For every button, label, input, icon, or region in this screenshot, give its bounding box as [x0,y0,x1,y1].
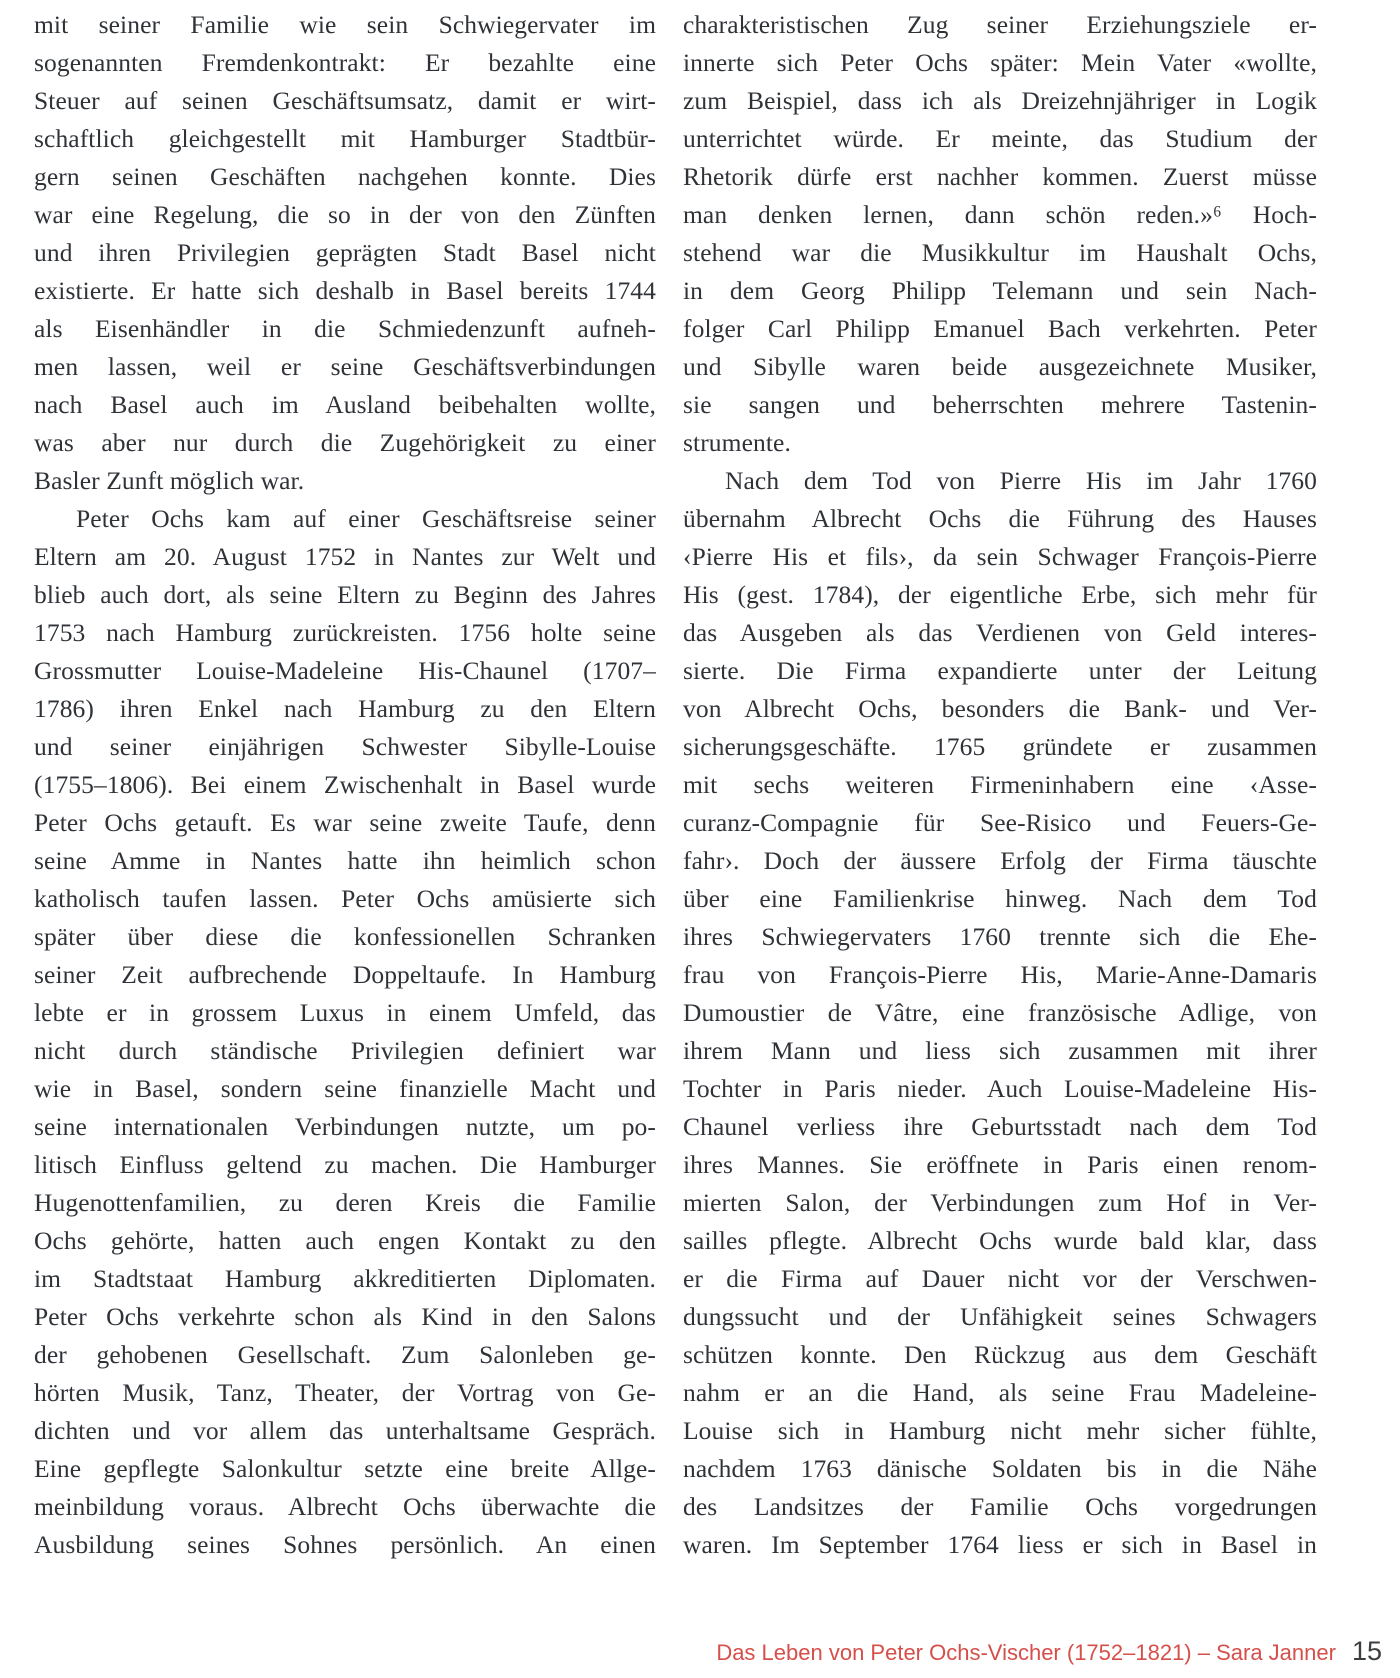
text-line: fahr›. Doch der äussere Erfolg der Firma täuschte [683,846,1317,875]
text-line: und Sibylle waren beide ausgezeichnete Musiker, [683,352,1317,381]
text-line: unterrichtet würde. Er meinte, das Studium der [683,124,1317,153]
text-line: Peter Ochs kam auf einer Geschäftsreise seiner [76,504,656,533]
text-column-left [34,6,656,1564]
text-line: Chaunel verliess ihre Geburtsstadt nach dem Tod [683,1112,1317,1141]
text-line: His (gest. 1784), der eigentliche Erbe, sich mehr für [683,580,1317,609]
text-line: dichten und vor allem das unterhaltsame Gespräch. [34,1416,656,1445]
text-line: Eltern am 20. August 1752 in Nantes zur Welt und [34,542,656,571]
text-line: Ochs gehörte, hatten auch engen Kontakt zu den [34,1226,656,1255]
text-line: als Eisenhändler in die Schmiedenzunft aufneh- [34,314,656,343]
text-line: nach Basel auch im Ausland beibehalten wollte, [34,390,656,419]
text-line: des Landsitzes der Familie Ochs vorgedrungen [683,1492,1317,1521]
text-line: über eine Familienkrise hinweg. Nach dem Tod [683,884,1317,913]
text-line: ihres Schwiegervaters 1760 trennte sich die Ehe- [683,922,1317,951]
text-line: das Ausgeben als das Verdienen von Geld interes- [683,618,1317,647]
text-line: zum Beispiel, dass ich als Dreizehnjähriger in Logik [683,86,1317,115]
text-line: Ausbildung seines Sohnes persönlich. An einen [34,1530,656,1559]
text-line: litisch Einfluss geltend zu machen. Die Hamburger [34,1150,656,1179]
text-line: sogenannten Fremdenkontrakt: Er bezahlte eine [34,48,656,77]
text-line: nachdem 1763 dänische Soldaten bis in die Nähe [683,1454,1317,1483]
text-line: 1786) ihren Enkel nach Hamburg zu den Eltern [34,694,656,723]
text-line: existierte. Er hatte sich deshalb in Basel bereits 1744 [34,276,656,305]
text-line: curanz-Compagnie für See-Risico und Feuers-Ge- [683,808,1317,837]
text-line: charakteristischen Zug seiner Erziehungsziele er- [683,10,1317,39]
text-line: innerte sich Peter Ochs später: Mein Vater «wollte, [683,48,1317,77]
text-line: Peter Ochs getauft. Es war seine zweite Taufe, denn [34,808,656,837]
text-line: gern seinen Geschäften nachgehen konnte. Dies [34,162,656,191]
text-line: der gehobenen Gesellschaft. Zum Salonleben ge- [34,1340,656,1369]
text-line: Dumoustier de Vâtre, eine französische Adlige, von [683,998,1317,1027]
text-line: schützen konnte. Den Rückzug aus dem Geschäft [683,1340,1317,1369]
text-line: seiner Zeit aufbrechende Doppeltaufe. In Hamburg [34,960,656,989]
text-line: Hugenottenfamilien, zu deren Kreis die Familie [34,1188,656,1217]
text-line: mierten Salon, der Verbindungen zum Hof in Ver- [683,1188,1317,1217]
text-line: sie sangen und beherrschten mehrere Tastenin- [683,390,1317,419]
text-line: im Stadtstaat Hamburg akkreditierten Diplomaten. [34,1264,656,1293]
text-line: stehend war die Musikkultur im Haushalt Ochs, [683,238,1317,267]
text-line: von Albrecht Ochs, besonders die Bank- und Ver- [683,694,1317,723]
text-line: ihrem Mann und liess sich zusammen mit ihrer [683,1036,1317,1065]
text-line: nahm er an die Hand, als seine Frau Madeleine- [683,1378,1317,1407]
text-line: Nach dem Tod von Pierre His im Jahr 1760 [725,466,1317,495]
text-line: und seiner einjährigen Schwester Sibylle-Louise [34,732,656,761]
text-line: in dem Georg Philipp Telemann und sein Nach- [683,276,1317,305]
text-line: seine internationalen Verbindungen nutzte, um po- [34,1112,656,1141]
text-line: und ihren Privilegien geprägten Stadt Basel nicht [34,238,656,267]
text-line: (1755–1806). Bei einem Zwischenhalt in Basel wurde [34,770,656,799]
text-line: Basler Zunft möglich war. [34,466,305,495]
text-line: dungssucht und der Unfähigkeit seines Schwagers [683,1302,1317,1331]
page-footer [716,1636,1382,1667]
text-line: ihres Mannes. Sie eröffnete in Paris einen renom- [683,1150,1317,1179]
text-line: später über diese die konfessionellen Schranken [34,922,656,951]
text-line: was aber nur durch die Zugehörigkeit zu einer [34,428,656,457]
text-line: schaftlich gleichgestellt mit Hamburger Stadtbür- [34,124,656,153]
text-line: übernahm Albrecht Ochs die Führung des Hauses [683,504,1317,533]
text-line: blieb auch dort, als seine Eltern zu Beginn des Jahres [34,580,656,609]
text-line: Louise sich in Hamburg nicht mehr sicher fühlte, [683,1416,1317,1445]
text-column-right [683,6,1317,1564]
text-line: sicherungsgeschäfte. 1765 gründete er zusammen [683,732,1317,761]
running-title: Das Leben von Peter Ochs-Vischer (1752–1821) – Sara Janner [716,1640,1336,1665]
text-line: men lassen, weil er seine Geschäftsverbindungen [34,352,656,381]
text-line: hörten Musik, Tanz, Theater, der Vortrag von Ge- [34,1378,656,1407]
text-line: strumente. [683,428,791,457]
text-line: Steuer auf seinen Geschäftsumsatz, damit er wirt- [34,86,656,115]
text-line: Peter Ochs verkehrte schon als Kind in den Salons [34,1302,656,1331]
text-line: Rhetorik dürfe erst nachher kommen. Zuerst müsse [683,162,1317,191]
text-line: meinbildung voraus. Albrecht Ochs überwachte die [34,1492,656,1521]
text-line: katholisch taufen lassen. Peter Ochs amüsierte sich [34,884,656,913]
text-line: nicht durch ständische Privilegien definiert war [34,1036,656,1065]
text-line: seine Amme in Nantes hatte ihn heimlich schon [34,846,656,875]
text-line: Tochter in Paris nieder. Auch Louise-Madeleine His- [683,1074,1317,1103]
text-line: waren. Im September 1764 liess er sich in Basel in [683,1530,1317,1559]
text-line: mit sechs weiteren Firmeninhabern eine ‹Asse- [683,770,1317,799]
text-line: lebte er in grossem Luxus in einem Umfeld, das [34,998,656,1027]
text-line: Eine gepflegte Salonkultur setzte eine breite Allge- [34,1454,656,1483]
text-line: sierte. Die Firma expandierte unter der Leitung [683,656,1317,685]
text-line: man denken lernen, dann schön reden.»⁶ Hoch- [683,200,1317,229]
text-line: er die Firma auf Dauer nicht vor der Verschwen- [683,1264,1317,1293]
page-number: 15 [1351,1636,1382,1666]
text-line: mit seiner Familie wie sein Schwiegervater im [34,10,656,39]
text-line: ‹Pierre His et fils›, da sein Schwager François-Pierre [683,542,1317,571]
text-line: Grossmutter Louise-Madeleine His-Chaunel (1707– [34,656,656,685]
text-line: frau von François-Pierre His, Marie-Anne-Damaris [683,960,1317,989]
text-line: folger Carl Philipp Emanuel Bach verkehrten. Peter [683,314,1317,343]
text-line: sailles pflegte. Albrecht Ochs wurde bald klar, dass [683,1226,1317,1255]
text-line: wie in Basel, sondern seine finanzielle Macht und [34,1074,656,1103]
text-line: war eine Regelung, die so in der von den Zünften [34,200,656,229]
text-line: 1753 nach Hamburg zurückreisten. 1756 holte seine [34,618,656,647]
